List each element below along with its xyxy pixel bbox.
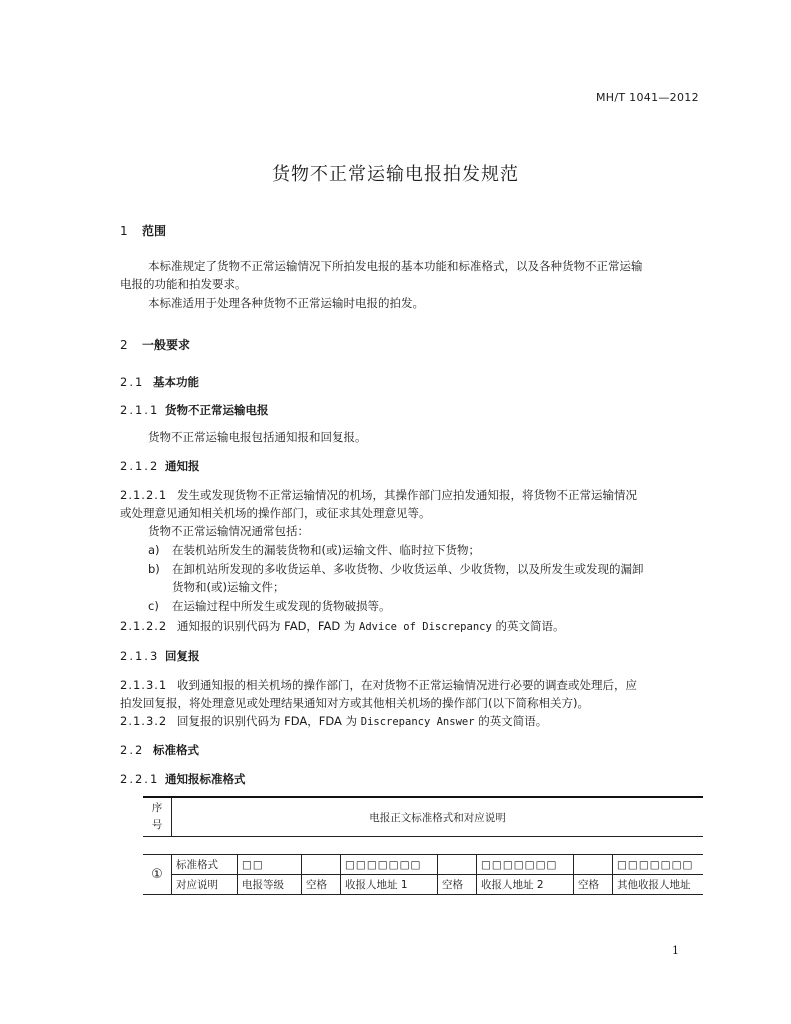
desc-cell: 收报人地址 2 <box>477 875 574 895</box>
section-number: 2 <box>120 338 130 352</box>
list-marker: a) <box>148 543 160 557</box>
desc-cell: 空格 <box>438 875 477 895</box>
list-marker: c) <box>148 599 159 613</box>
seq-header-cell <box>143 797 172 837</box>
section-title: 货物不正常运输电报 <box>165 403 269 417</box>
clause-text: 发生或发现货物不正常运输情况的机场，其操作部门应拍发通知报，将货物不正常运输情况 <box>177 488 637 502</box>
section-2-1-2-heading <box>120 458 200 474</box>
desc-label: 对应说明 <box>172 875 238 895</box>
section-number: 2.2 <box>120 743 145 757</box>
format-table-header <box>143 796 703 837</box>
list-item <box>148 560 644 578</box>
format-cell <box>574 855 613 875</box>
paragraph: 拍发回复报，将处理意见或处理结果通知对方或其他相关机场的操作部门(以下简称相关方)。 <box>120 696 589 710</box>
desc-cell: 其他收报人地址 <box>613 875 704 895</box>
section-2-1-1-heading <box>120 402 269 418</box>
section-2-2-1-heading <box>120 771 246 787</box>
section-2-1-heading <box>120 374 199 390</box>
clause-text: 的英文简语。 <box>474 714 548 728</box>
clause-number: 2.1.3.1 <box>120 678 168 692</box>
format-cell: □□□□□□□ <box>341 855 438 875</box>
section-number: 2.1.2 <box>120 459 160 473</box>
clause-text: 回复报的识别代码为 FDA，FDA 为 <box>177 714 361 728</box>
format-row <box>143 855 703 875</box>
list-item <box>148 541 480 559</box>
document-title: 货物不正常运输电报拍发规范 <box>272 164 519 185</box>
standard-code: MH/T 1041—2012 <box>596 91 699 104</box>
section-number: 1 <box>120 224 130 238</box>
paragraph: 货物不正常运输情况通常包括： <box>148 524 309 538</box>
section-title: 通知报标准格式 <box>165 772 246 786</box>
clause-text: 的英文简语。 <box>491 619 565 633</box>
paragraph: 本标准适用于处理各种货物不正常运输时电报的拍发。 <box>148 296 424 310</box>
main-header-cell: 电报正文标准格式和对应说明 <box>172 797 704 837</box>
section-title: 范围 <box>142 224 167 238</box>
desc-cell: 收报人地址 1 <box>341 875 438 895</box>
section-1-heading <box>120 222 166 239</box>
format-cell: □□ <box>238 855 302 875</box>
list-marker: b) <box>148 562 160 576</box>
format-cell <box>302 855 341 875</box>
section-2-heading <box>120 336 190 353</box>
row-number: ① <box>143 855 172 895</box>
seq-header-line2: 号 <box>151 819 163 831</box>
list-text: 在运输过程中所发生或发现的货物破损等。 <box>172 599 391 613</box>
clause-text: 收到通知报的相关机场的操作部门，在对货物不正常运输情况进行必要的调查或处理后，应 <box>177 678 637 692</box>
desc-cell: 电报等级 <box>238 875 302 895</box>
format-table-body <box>143 854 703 895</box>
paragraph: 本标准规定了货物不正常运输情况下所拍发电报的基本功能和标准格式，以及各种货物不正常运输 <box>148 259 643 273</box>
paragraph: 或处理意见通知相关机场的操作部门，或征求其处理意见等。 <box>120 506 431 520</box>
desc-cell: 空格 <box>574 875 613 895</box>
clause-number: 2.1.2.2 <box>120 619 168 633</box>
list-item <box>148 597 391 615</box>
page-number: 1 <box>672 944 679 957</box>
english-term: Advice of Discrepancy <box>359 621 492 633</box>
format-cell: □□□□□□□ <box>613 855 704 875</box>
clause-2-1-3-1 <box>120 676 637 694</box>
description-row <box>143 875 703 895</box>
list-text: 在装机站所发生的漏装货物和(或)运输文件、临时拉下货物； <box>172 543 480 557</box>
desc-cell: 空格 <box>302 875 341 895</box>
format-label: 标准格式 <box>172 855 238 875</box>
clause-2-1-3-2 <box>120 712 547 731</box>
list-text-continued: 货物和(或)运输文件； <box>172 580 285 594</box>
paragraph: 电报的功能和拍发要求。 <box>120 277 247 291</box>
format-cell <box>438 855 477 875</box>
english-term: Discrepancy Answer <box>360 716 475 728</box>
section-title: 一般要求 <box>142 338 191 352</box>
clause-number: 2.1.3.2 <box>120 714 168 728</box>
section-2-2-heading <box>120 742 199 758</box>
clause-2-1-2-2 <box>120 617 564 636</box>
section-title: 通知报 <box>165 459 200 473</box>
format-cell: □□□□□□□ <box>477 855 574 875</box>
section-2-1-3-heading <box>120 648 200 664</box>
seq-header-line1: 序 <box>151 802 163 814</box>
clause-number: 2.1.2.1 <box>120 488 168 502</box>
section-number: 2.1.3 <box>120 649 160 663</box>
section-title: 标准格式 <box>153 743 199 757</box>
clause-2-1-2-1 <box>120 486 637 504</box>
section-number: 2.1 <box>120 375 145 389</box>
section-title: 基本功能 <box>153 375 199 389</box>
paragraph: 货物不正常运输电报包括通知报和回复报。 <box>148 430 367 444</box>
list-text: 在卸机站所发现的多收货运单、多收货物、少收货运单、少收货物，以及所发生或发现的漏卸 <box>172 562 644 576</box>
clause-text: 通知报的识别代码为 FAD，FAD 为 <box>177 619 360 633</box>
section-title: 回复报 <box>165 649 200 663</box>
section-number: 2.2.1 <box>120 772 160 786</box>
section-number: 2.1.1 <box>120 403 160 417</box>
